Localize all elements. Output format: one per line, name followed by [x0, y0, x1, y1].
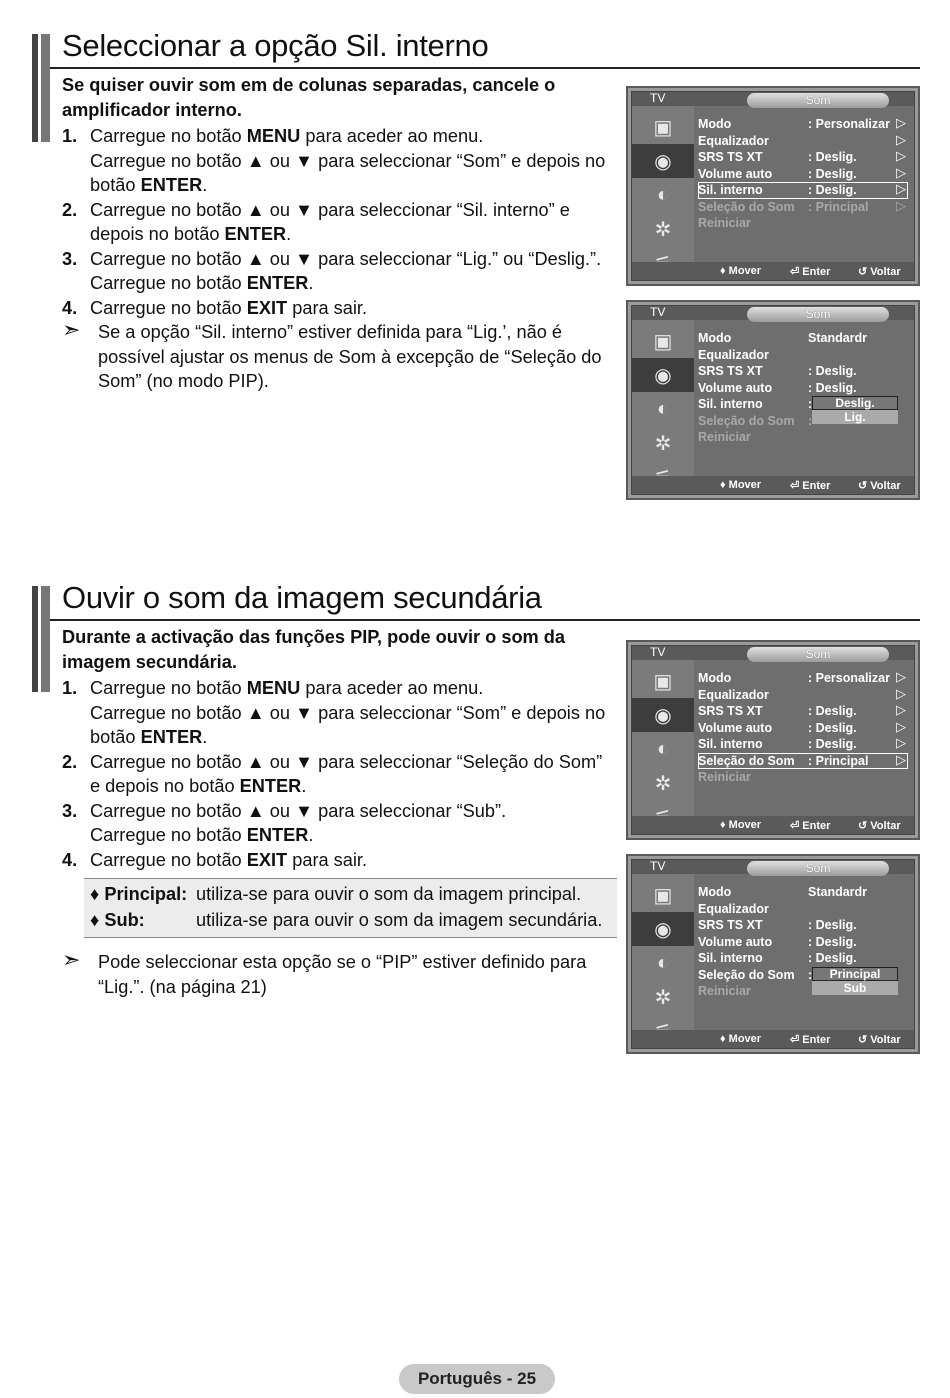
sound-icon[interactable]: ◉ [632, 698, 694, 732]
step-item [62, 750, 617, 799]
osd-option-selected[interactable]: Principal [812, 967, 898, 981]
osd-option-dropdown[interactable] [812, 396, 898, 424]
osd-item-label: Equalizador [698, 901, 769, 916]
enter-hint: ⏎ Enter [790, 480, 831, 492]
definition-desc: utiliza-se para ouvir o som da imagem principal. [196, 884, 582, 904]
step-text: Carregue no botão [90, 678, 247, 698]
osd-item-label: Volume auto [698, 720, 773, 735]
step-item [62, 124, 617, 198]
osd-item-label: Reiniciar [698, 216, 751, 230]
note-arrow-icon: ➣ [62, 317, 81, 342]
definition-term: ♦ Principal: [90, 884, 188, 904]
osd-source-label: TV [650, 91, 666, 105]
step-text: . [286, 224, 292, 244]
osd-panel [631, 859, 915, 1049]
enter-hint: ⏎ Enter [790, 1034, 831, 1046]
note-text: Se a opção “Sil. interno” estiver definida para “Lig.’, não é possível ajustar os menus de Som à excepção de “Seleção do Som” (no modo PIP). [98, 322, 602, 391]
submenu-arrow-icon: ▷ [896, 702, 906, 717]
step-text: Carregue no botão [90, 126, 247, 146]
step-text: Carregue no botão ▲ ou ▼ para seleccionar “Sil. interno” e depois no botão [90, 199, 570, 244]
osd-menu-item[interactable] [698, 182, 908, 199]
osd-icon-column [632, 106, 694, 262]
submenu-arrow-icon: ▷ [896, 718, 906, 734]
osd-item-value: : Deslig. [808, 737, 857, 751]
step-number: 3. [62, 248, 78, 269]
button-name: EXIT [246, 849, 288, 870]
osd-item-value: : Deslig. [808, 704, 857, 718]
step-line [90, 701, 617, 750]
osd-item-label: Reiniciar [698, 430, 751, 444]
osd-menu-item[interactable] [698, 330, 908, 347]
osd-item-label: SRS TS XT [698, 364, 763, 378]
osd-item-label: Equalizador [698, 347, 769, 362]
osd-menu-item[interactable] [698, 166, 908, 183]
step-number: 4. [62, 297, 78, 318]
button-name: ENTER [246, 825, 309, 845]
osd-item-label: Volume auto [698, 934, 773, 949]
step-text: Carregue no botão [90, 297, 247, 318]
submenu-arrow-icon: ▷ [896, 115, 906, 130]
step-line [90, 799, 617, 824]
tv-menu-screen-4 [626, 854, 920, 1054]
osd-menu-item[interactable] [698, 950, 908, 967]
osd-item-value: : Deslig. [808, 934, 857, 949]
note-arrow-icon: ➣ [62, 947, 81, 972]
step-text: Carregue no botão [90, 273, 247, 293]
channel-icon[interactable]: ◐ [656, 183, 670, 206]
osd-item-value: : [808, 397, 813, 411]
step-line [90, 848, 617, 873]
osd-menu-item[interactable] [698, 703, 908, 720]
osd-menu-item[interactable] [698, 736, 908, 753]
osd-menu-item[interactable] [698, 670, 908, 687]
step-text: para sair. [287, 849, 368, 870]
button-name: ENTER [224, 224, 287, 244]
osd-item-value: : Deslig. [808, 166, 857, 181]
section-rule [50, 619, 920, 621]
move-hint: ♦ Mover [720, 1033, 762, 1045]
step-number: 2. [62, 751, 78, 772]
osd-item-label: Sil. interno [698, 397, 763, 411]
definition-desc: utiliza-se para ouvir o som da imagem secundária. [196, 910, 603, 930]
step-line [90, 198, 617, 247]
move-hint: ♦ Mover [720, 479, 762, 491]
submenu-arrow-icon: ▷ [896, 751, 906, 767]
osd-menu-item[interactable] [698, 380, 908, 397]
sound-icon[interactable]: ◉ [632, 358, 694, 392]
osd-tab-som[interactable]: Som [747, 861, 889, 876]
osd-item-label: Reiniciar [698, 770, 751, 784]
osd-item-label: SRS TS XT [698, 150, 763, 164]
button-name: EXIT [246, 297, 288, 318]
step-text: . [202, 727, 208, 747]
osd-item-label: Volume auto [698, 380, 773, 395]
page-number: Português - 25 [399, 1364, 555, 1394]
osd-menu-item[interactable] [698, 753, 908, 770]
tv-menu-screen-1 [626, 86, 920, 286]
submenu-arrow-icon: ▷ [896, 181, 906, 196]
osd-item-value: : Deslig. [808, 951, 857, 965]
osd-item-value: : Principal [808, 199, 869, 214]
osd-item-label: Equalizador [698, 687, 769, 702]
step-text: para sair. [287, 297, 368, 318]
osd-footer [632, 476, 914, 494]
step-text: Carregue no botão [90, 849, 247, 870]
osd-menu-item[interactable] [698, 347, 908, 364]
instructions [62, 73, 617, 394]
step-text: Carregue no botão ▲ ou ▼ para seleccionar “Seleção do Som” e depois no botão [90, 751, 603, 796]
enter-hint: ⏎ Enter [790, 266, 831, 278]
osd-tab-som[interactable]: Som [747, 93, 889, 108]
osd-footer [632, 816, 914, 834]
note [62, 947, 617, 999]
submenu-arrow-icon: ▷ [896, 685, 906, 701]
step-item [62, 848, 617, 873]
return-hint: ↺ Voltar [858, 1034, 901, 1046]
osd-menu-item[interactable] [698, 769, 908, 786]
osd-item-label: Modo [698, 331, 732, 345]
step-line [90, 247, 617, 272]
channel-icon[interactable]: ◐ [656, 951, 670, 974]
button-name: ENTER [239, 776, 302, 796]
osd-menu-item[interactable] [698, 149, 908, 166]
submenu-arrow-icon: ▷ [896, 197, 906, 213]
picture-icon[interactable]: ▣ [653, 116, 673, 139]
step-item [62, 296, 617, 321]
osd-item-value: : [808, 413, 813, 428]
channel-icon[interactable]: ◐ [656, 397, 670, 420]
step-text: . [308, 273, 314, 293]
osd-option-dropdown[interactable] [812, 967, 898, 995]
osd-footer [632, 1030, 914, 1048]
osd-option-selected[interactable]: Deslig. [812, 396, 898, 410]
step-text: para aceder ao menu. [300, 678, 484, 698]
osd-item-label: Modo [698, 885, 732, 899]
osd-source-label: TV [650, 305, 666, 319]
picture-icon[interactable]: ▣ [653, 330, 673, 353]
section-marker-bar [32, 34, 38, 142]
osd-menu-item[interactable] [698, 687, 908, 704]
osd-item-value: : Deslig. [808, 183, 857, 197]
step-number: 2. [62, 199, 78, 220]
osd-panel [631, 91, 915, 281]
section-title: Ouvir o som da imagem secundária [62, 580, 542, 615]
osd-menu-item[interactable] [698, 720, 908, 737]
osd-item-label: Seleção do Som [698, 413, 795, 428]
return-hint: ↺ Voltar [858, 266, 901, 278]
channel-icon[interactable]: ◐ [656, 737, 670, 760]
setup-icon[interactable]: ✲ [654, 432, 672, 455]
osd-menu-item[interactable] [698, 363, 908, 380]
intro-text: Durante a activação das funções PIP, pode ouvir o som da imagem secundária. [62, 627, 566, 672]
step-text: Carregue no botão ▲ ou ▼ para seleccionar “Som” e depois no botão [90, 150, 606, 195]
step-number: 1. [62, 126, 78, 146]
osd-icon-column [632, 320, 694, 476]
submenu-arrow-icon: ▷ [896, 669, 906, 684]
osd-item-value: : Deslig. [808, 150, 857, 164]
button-name: ENTER [140, 175, 203, 195]
osd-item-label: Modo [698, 117, 732, 131]
osd-menu-item[interactable] [698, 116, 908, 133]
step-text: . [308, 825, 314, 845]
definition-row [90, 881, 609, 907]
step-item [62, 198, 617, 247]
picture-icon[interactable]: ▣ [653, 884, 673, 907]
osd-item-value: : Principal [808, 753, 869, 768]
osd-item-value: : Deslig. [808, 380, 857, 395]
step-line [90, 823, 617, 848]
osd-item-value: : [808, 967, 813, 982]
osd-item-label: Seleção do Som [698, 753, 795, 768]
step-line [90, 296, 617, 321]
step-text: . [202, 175, 208, 195]
osd-menu-list [698, 330, 908, 446]
step-item [62, 247, 617, 296]
tv-menu-screen-2 [626, 300, 920, 500]
step-text: Carregue no botão ▲ ou ▼ para seleccionar “Sub”. [90, 800, 507, 821]
note [62, 317, 617, 394]
submenu-arrow-icon: ▷ [896, 164, 906, 180]
osd-item-value: : Deslig. [808, 720, 857, 735]
osd-panel [631, 305, 915, 495]
osd-item-label: SRS TS XT [698, 704, 763, 718]
definition-term: ♦ Sub: [90, 910, 145, 930]
osd-footer [632, 262, 914, 280]
return-hint: ↺ Voltar [858, 820, 901, 832]
osd-item-label: Sil. interno [698, 183, 763, 197]
move-hint: ♦ Mover [720, 819, 762, 831]
setup-icon[interactable]: ✲ [654, 986, 672, 1009]
osd-item-label: Reiniciar [698, 984, 751, 998]
step-number: 4. [62, 849, 78, 870]
osd-menu-item[interactable] [698, 215, 908, 232]
step-text: Carregue no botão ▲ ou ▼ para seleccionar “Som” e depois no botão [90, 702, 606, 747]
step-line [90, 124, 617, 149]
button-name: MENU [246, 126, 301, 146]
osd-item-label: Sil. interno [698, 951, 763, 965]
step-text: Carregue no botão [90, 825, 247, 845]
osd-menu-list [698, 670, 908, 786]
step-text: Carregue no botão ▲ ou ▼ para seleccionar “Lig.” ou “Deslig.”. [90, 248, 602, 269]
osd-item-label: Equalizador [698, 133, 769, 148]
osd-item-value: Standardr [808, 331, 868, 345]
section-marker-bar [41, 586, 50, 692]
osd-option[interactable]: Lig. [812, 410, 898, 424]
osd-item-value: Standardr [808, 885, 868, 899]
section-marker-bar [32, 586, 38, 692]
move-hint: ♦ Mover [720, 265, 762, 277]
tv-menu-screen-3 [626, 640, 920, 840]
osd-menu-item[interactable] [698, 934, 908, 951]
osd-panel [631, 645, 915, 835]
osd-icon-column [632, 660, 694, 816]
osd-item-value: : Personalizar [808, 117, 890, 131]
setup-icon[interactable]: ✲ [654, 218, 672, 241]
osd-item-label: Modo [698, 671, 732, 685]
section-marker-bar [41, 34, 50, 142]
osd-source-label: TV [650, 645, 666, 659]
step-line [90, 271, 617, 296]
step-line [90, 149, 617, 198]
note-text: Pode seleccionar esta opção se o “PIP” estiver definido para “Lig.”. (na página 21) [98, 952, 587, 997]
button-name: MENU [246, 678, 301, 698]
return-hint: ↺ Voltar [858, 480, 901, 492]
button-name: ENTER [140, 727, 203, 747]
definitions-box [84, 878, 617, 938]
osd-tab-som[interactable]: Som [747, 647, 889, 662]
step-item [62, 799, 617, 848]
submenu-arrow-icon: ▷ [896, 148, 906, 163]
osd-item-label: Volume auto [698, 166, 773, 181]
instructions [62, 625, 617, 999]
osd-menu-item[interactable] [698, 199, 908, 216]
enter-hint: ⏎ Enter [790, 820, 831, 832]
step-number: 1. [62, 678, 78, 698]
step-line [90, 750, 617, 799]
osd-menu-item[interactable] [698, 917, 908, 934]
step-text: para aceder ao menu. [300, 126, 484, 146]
sound-icon[interactable]: ◉ [632, 144, 694, 178]
submenu-arrow-icon: ▷ [896, 131, 906, 147]
section-title: Seleccionar a opção Sil. interno [62, 28, 489, 63]
osd-tab-som[interactable]: Som [747, 307, 889, 322]
osd-item-label: Seleção do Som [698, 967, 795, 982]
osd-item-value: : Deslig. [808, 364, 857, 378]
osd-item-value: : Personalizar [808, 671, 890, 685]
osd-icon-column [632, 874, 694, 1030]
osd-menu-item[interactable] [698, 133, 908, 150]
intro-text: Se quiser ouvir som em de colunas separadas, cancele o amplificador interno. [62, 75, 556, 120]
step-line [90, 676, 617, 701]
osd-menu-list [698, 116, 908, 232]
osd-item-label: SRS TS XT [698, 918, 763, 932]
button-name: ENTER [246, 273, 309, 293]
definition-row [90, 907, 609, 933]
osd-item-label: Sil. interno [698, 737, 763, 751]
osd-item-label: Seleção do Som [698, 199, 795, 214]
sound-icon[interactable]: ◉ [632, 912, 694, 946]
submenu-arrow-icon: ▷ [896, 735, 906, 750]
step-text: . [301, 776, 307, 796]
step-number: 3. [62, 800, 78, 821]
osd-item-value: : Deslig. [808, 918, 857, 932]
osd-menu-item[interactable] [698, 429, 908, 446]
osd-option[interactable]: Sub [812, 981, 898, 995]
setup-icon[interactable]: ✲ [654, 772, 672, 795]
osd-menu-item[interactable] [698, 884, 908, 901]
osd-menu-item[interactable] [698, 901, 908, 918]
section-rule [50, 67, 920, 69]
step-item [62, 676, 617, 750]
osd-source-label: TV [650, 859, 666, 873]
picture-icon[interactable]: ▣ [653, 670, 673, 693]
